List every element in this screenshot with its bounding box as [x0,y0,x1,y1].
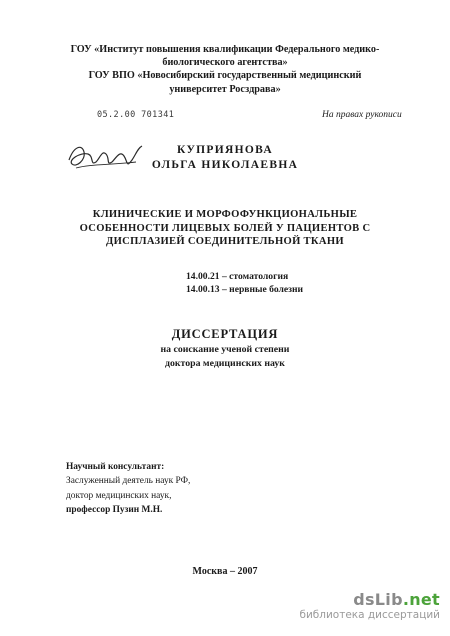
title-line-1: КЛИНИЧЕСКИЕ И МОРФОФУНКЦИОНАЛЬНЫЕ [92,209,358,220]
library-stamp: 05.2.00 701341 [97,110,175,120]
consultant-line-3: профессор Пузин М.Н. [66,504,163,515]
degree-line-1: на соискание ученой степени [160,344,290,355]
dissertation-heading: ДИССЕРТАЦИЯ [171,327,279,341]
institution-line-1: ГОУ «Институт повышения квалификации Федерального медико- [70,44,380,55]
watermark-logo-dslib: dsLib [353,590,403,609]
institution-line-3: ГОУ ВПО «Новосибирский государственный медицинский [88,70,362,82]
site-watermark[interactable] [299,591,440,622]
specialty-line-2: 14.00.13 – нервные болезни [186,284,304,295]
consultant-line-1: Заслуженный деятель наук РФ, [66,476,191,487]
institution-header [0,43,450,96]
watermark-logo-net: .net [402,590,440,609]
author-name [0,143,450,173]
degree-line-2: доктора медицинских наук [165,358,285,369]
city-year: Москва – 2007 [192,566,258,577]
title-line-2: ОСОБЕННОСТИ ЛИЦЕВЫХ БОЛЕЙ У ПАЦИЕНТОВ С [79,222,371,234]
consultant-heading: Научный консультант: [66,462,165,472]
manuscript-rights-label: На правах рукописи [322,110,402,120]
institution-line-4: университет Росздрава» [169,83,281,95]
author-surname: КУПРИЯНОВА [177,144,273,156]
degree-description [0,343,450,371]
scientific-consultant [66,460,190,517]
author-given-names: ОЛЬГА НИКОЛАЕВНА [151,159,299,171]
dissertation-title [0,208,450,249]
specialty-line-1: 14.00.21 – стоматология [186,271,289,282]
consultant-line-2: доктор медицинских наук, [66,490,172,501]
specialty-codes [186,270,303,296]
title-line-3: ДИСПЛАЗИЕЙ СОЕДИНИТЕЛЬНОЙ ТКАНИ [106,236,344,248]
watermark-subtitle: библиотека диссертаций [299,609,440,621]
watermark-logo [299,591,440,609]
institution-line-2: биологического агентства» [162,57,288,69]
